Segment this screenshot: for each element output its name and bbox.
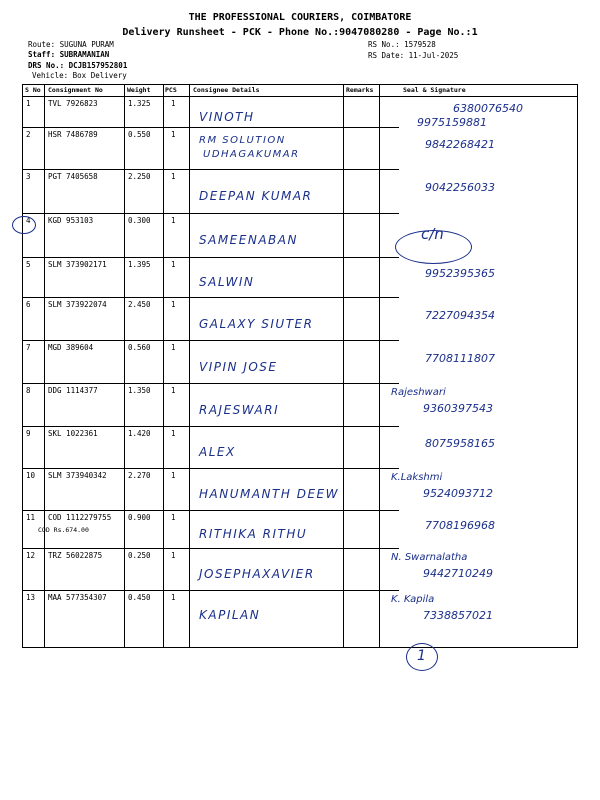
row-consignee-name: DEEPAN KUMAR [199, 189, 313, 203]
row-pcs: 1 [171, 300, 176, 309]
row-signature: 9952395365 [425, 267, 495, 280]
row-signature: 9442710249 [423, 567, 493, 580]
vehicle-value: Box Delivery [72, 71, 127, 80]
row-weight: 0.550 [128, 130, 151, 139]
row-consignee-name: RITHIKA RITHU [199, 527, 308, 541]
row-consignment-no: TVL 7926823 [48, 99, 98, 108]
row-weight: 0.560 [128, 343, 151, 352]
row-sno: 1 [26, 99, 31, 108]
row-divider [23, 548, 399, 549]
row-divider [23, 510, 399, 511]
row-sno: 2 [26, 130, 31, 139]
row-consignee-name: GALAXY SIUTER [199, 316, 314, 331]
row-pcs: 1 [171, 593, 176, 602]
route-value: SUGUNA PURAM [59, 40, 114, 49]
row-divider [23, 297, 399, 298]
row-sno: 12 [26, 551, 36, 560]
row-signature: K. Kapila [391, 594, 435, 605]
row-divider [23, 426, 399, 427]
row-pcs: 1 [171, 386, 176, 395]
row-sno: 13 [26, 593, 36, 602]
row-weight: 1.350 [128, 386, 151, 395]
row-pcs: 1 [171, 216, 176, 225]
row-sno: 8 [26, 386, 31, 395]
row-consignment-no: SKL 1022361 [48, 429, 98, 438]
rs-date-value: 11-Jul-2025 [408, 51, 459, 60]
row-pcs: 1 [171, 260, 176, 269]
row-weight: 1.420 [128, 429, 151, 438]
row-consignment-no: DDG 1114377 [48, 386, 98, 395]
row-consignee-name: HANUMANTH DEEW [199, 487, 339, 501]
row-weight: 0.250 [128, 551, 151, 560]
row-consignee-name: ALEX [199, 445, 236, 459]
col-header-consignment: Consignment No [48, 86, 103, 94]
row-sno: 6 [26, 300, 31, 309]
row-signature: 9524093712 [423, 487, 493, 500]
rs-no-value: 1579528 [404, 40, 436, 49]
row-pcs: 1 [171, 172, 176, 181]
route-line: Route: SUGUNA PURAM [28, 40, 114, 49]
row-weight: 1.395 [128, 260, 151, 269]
row-signature: Rajeshwari [391, 387, 446, 398]
row-consignment-no: SLM 373940342 [48, 471, 107, 480]
row-signature: N. Swarnalatha [391, 552, 468, 563]
row-consignment-no: TRZ 56022875 [48, 551, 103, 560]
row-consignee-name: UDHAGAKUMAR [203, 149, 300, 160]
row-weight: 0.300 [128, 216, 151, 225]
col-header-pcs: PCS [165, 86, 177, 94]
row-signature: 7708111807 [425, 351, 495, 365]
row-signature: 8075958165 [425, 437, 495, 450]
row-pcs: 1 [171, 99, 176, 108]
row-consignment-no: MGD 389604 [48, 343, 94, 352]
row-divider [23, 257, 399, 258]
row-sno: 10 [26, 471, 36, 480]
row-sno: 7 [26, 343, 31, 352]
rs-no-line: RS No.: 1579528 [368, 40, 436, 49]
row-sno: 9 [26, 429, 31, 438]
row-signature: 7338857021 [423, 609, 493, 622]
drs-value: DCJB157952801 [68, 61, 128, 70]
row-weight: 2.270 [128, 471, 151, 480]
row-divider [23, 340, 399, 341]
header-divider [23, 96, 577, 97]
row-divider [23, 590, 399, 591]
row-consignee-name: SAMEENABAN [199, 233, 298, 247]
row-pcs: 1 [171, 471, 176, 480]
staff-line: Staff: SUBRAMANIAN [28, 50, 110, 59]
row-consignment-no: COD 1112279755 [48, 513, 112, 522]
row-consignment-no: PGT 7405658 [48, 172, 98, 181]
row-weight: 2.450 [128, 300, 151, 309]
row-signature: K.Lakshmi [391, 472, 443, 483]
row-signature: c/n [421, 225, 444, 243]
row-sno: 5 [26, 260, 31, 269]
staff-value: SUBRAMANIAN [59, 50, 110, 59]
row-signature: 7708196968 [425, 519, 495, 532]
row-weight: 0.900 [128, 513, 151, 522]
row-consignment-no: SLM 373902171 [48, 260, 107, 269]
cn-circle-mark [395, 230, 472, 264]
row-signature: 6380076540 [453, 102, 523, 115]
row-pcs: 1 [171, 343, 176, 352]
col-header-signature: Seal & Signature [403, 86, 466, 94]
row-consignee-name: VIPIN JOSE [199, 359, 278, 374]
row-divider [23, 127, 399, 128]
drs-line: DRS No.: DCJB157952801 [28, 61, 128, 70]
row-weight: 1.325 [128, 99, 151, 108]
company-title: THE PROFESSIONAL COURIERS, COIMBATORE [188, 12, 412, 23]
row-signature: 9360397543 [423, 402, 493, 415]
total-count-mark: 1 [417, 648, 426, 664]
runsheet-table [22, 84, 578, 648]
col-header-weight: Weight [127, 86, 151, 94]
col-header-remarks: Remarks [346, 86, 374, 94]
row-pcs: 1 [171, 130, 176, 139]
row-sno: 3 [26, 172, 31, 181]
col-header-sno: S No [25, 86, 41, 94]
row-consignment-no: KGD 953103 [48, 216, 94, 225]
col-header-consignee: Consignee Details [193, 86, 260, 94]
row-signature: 9042256033 [425, 181, 495, 194]
row-divider [23, 383, 399, 384]
row-consignee-name: JOSEPHAXAVIER [199, 567, 315, 581]
row-weight: 0.450 [128, 593, 151, 602]
row-consignment-no: MAA 577354307 [48, 593, 107, 602]
vehicle-line: Vehicle: Box Delivery [32, 71, 127, 80]
row-pcs: 1 [171, 551, 176, 560]
row-sno: 4 [26, 216, 31, 225]
row-consignee-name: RAJESWARI [199, 402, 280, 417]
row-signature: 7227094354 [425, 308, 495, 322]
row-divider [23, 213, 399, 214]
row-consignment-no: HSR 7486789 [48, 130, 98, 139]
row-signature: 9975159881 [417, 116, 487, 129]
row-consignee-name: SALWIN [199, 275, 255, 289]
row-pcs: 1 [171, 513, 176, 522]
row-divider [23, 468, 399, 469]
row-consignee-name: VINOTH [199, 109, 255, 124]
row-consignee-name: RM SOLUTION [199, 135, 286, 146]
row-signature: 9842268421 [425, 138, 495, 151]
circled-row-mark [12, 216, 36, 234]
row-weight: 2.250 [128, 172, 151, 181]
runsheet-subtitle: Delivery Runsheet - PCK - Phone No.:9047080280 - Page No.:1 [122, 27, 478, 38]
row-consignment-no: SLM 373922074 [48, 300, 107, 309]
row-sno: 11 [26, 513, 36, 522]
row-cod-amount: COD Rs.674.00 [38, 526, 89, 534]
row-pcs: 1 [171, 429, 176, 438]
row-divider [23, 169, 399, 170]
row-consignee-name: KAPILAN [199, 607, 261, 622]
rs-date-line: RS Date: 11-Jul-2025 [368, 51, 459, 60]
